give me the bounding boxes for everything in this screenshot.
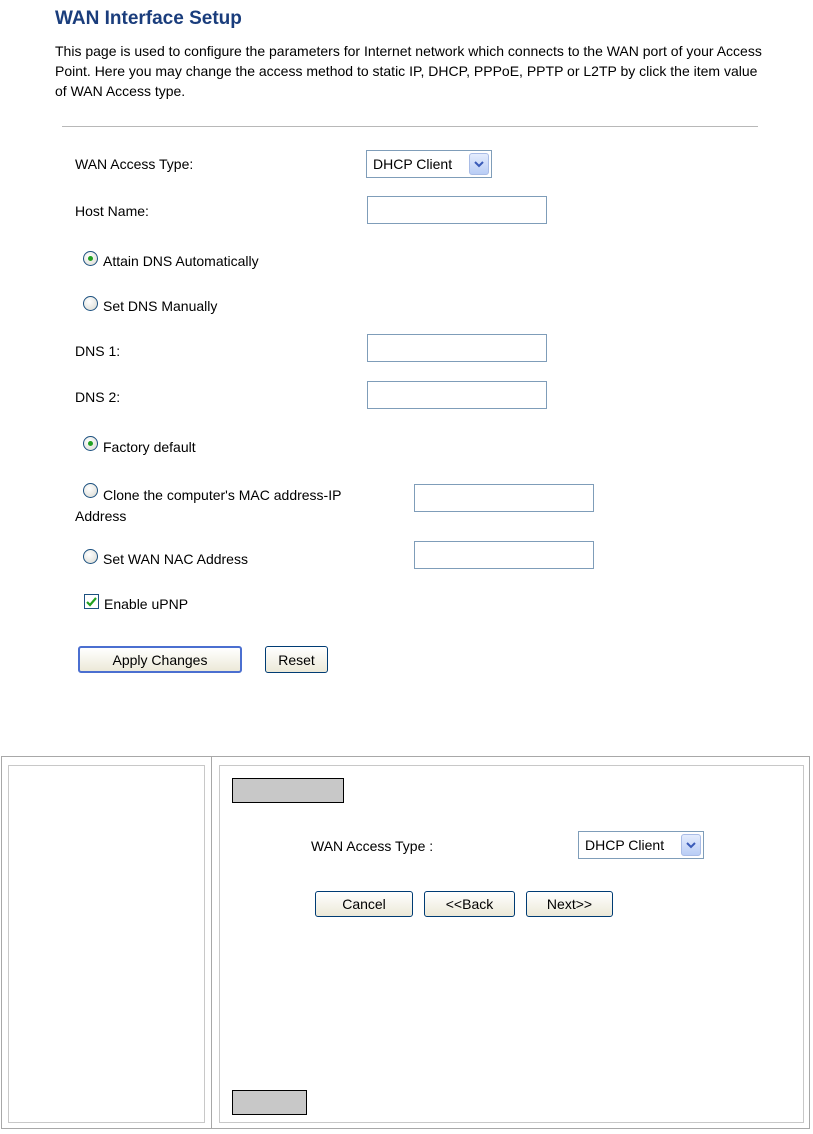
divider	[62, 126, 758, 127]
wizard-content	[219, 765, 804, 1123]
factory-default-label: Factory default	[103, 439, 196, 455]
wizard-wan-access-type-value: DHCP Client	[585, 837, 665, 853]
reset-button[interactable]: Reset	[265, 646, 328, 673]
bottom-gray-bar	[232, 1090, 307, 1115]
dns-manual-label: Set DNS Manually	[103, 298, 218, 314]
enable-upnp-label: Enable uPNP	[104, 596, 189, 612]
chevron-down-icon[interactable]	[681, 834, 701, 856]
set-wan-mac-radio[interactable]	[83, 549, 98, 564]
wan-access-type-label: WAN Access Type:	[75, 156, 194, 172]
wizard-wan-access-type-select[interactable]	[578, 831, 704, 859]
clone-mac-input[interactable]	[414, 484, 594, 512]
host-name-input[interactable]	[367, 196, 547, 224]
wizard-wan-access-type-label: WAN Access Type :	[311, 838, 434, 854]
chevron-down-icon[interactable]	[469, 153, 489, 175]
dns1-label: DNS 1:	[75, 343, 121, 359]
set-wan-mac-label: Set WAN NAC Address	[103, 551, 248, 567]
next-button[interactable]: Next>>	[526, 891, 613, 917]
host-name-label: Host Name:	[75, 203, 149, 219]
wan-access-type-select[interactable]	[366, 150, 492, 178]
dns2-input[interactable]	[367, 381, 547, 409]
set-wan-mac-input[interactable]	[414, 541, 594, 569]
checkmark-icon	[86, 597, 97, 607]
apply-changes-button[interactable]: Apply Changes	[78, 646, 242, 673]
radio-selected-dot	[88, 441, 93, 446]
dns-manual-radio[interactable]	[83, 296, 98, 311]
wizard-sidebar	[8, 765, 205, 1123]
dns-auto-radio[interactable]	[83, 251, 98, 266]
cancel-button[interactable]: Cancel	[315, 891, 413, 917]
dns-auto-label: Attain DNS Automatically	[103, 253, 259, 269]
page-description: This page is used to configure the parameters for Internet network which connects to the WAN port of your Access Point. Here you may change the access method to static IP, DHCP, PPPoE, PPTP or L2TP by click the item value of WAN Access type.	[55, 43, 762, 99]
dns2-label: DNS 2:	[75, 389, 121, 405]
wan-access-type-value: DHCP Client	[373, 156, 453, 172]
page-title: WAN Interface Setup	[55, 8, 242, 29]
radio-selected-dot	[88, 256, 93, 261]
top-gray-bar	[232, 778, 344, 803]
dns1-input[interactable]	[367, 334, 547, 362]
back-button[interactable]: <<Back	[424, 891, 515, 917]
clone-mac-label: Clone the computer's MAC address-IP Address	[75, 487, 342, 524]
enable-upnp-checkbox[interactable]	[84, 594, 99, 609]
factory-default-radio[interactable]	[83, 436, 98, 451]
panel-divider	[211, 757, 212, 1128]
